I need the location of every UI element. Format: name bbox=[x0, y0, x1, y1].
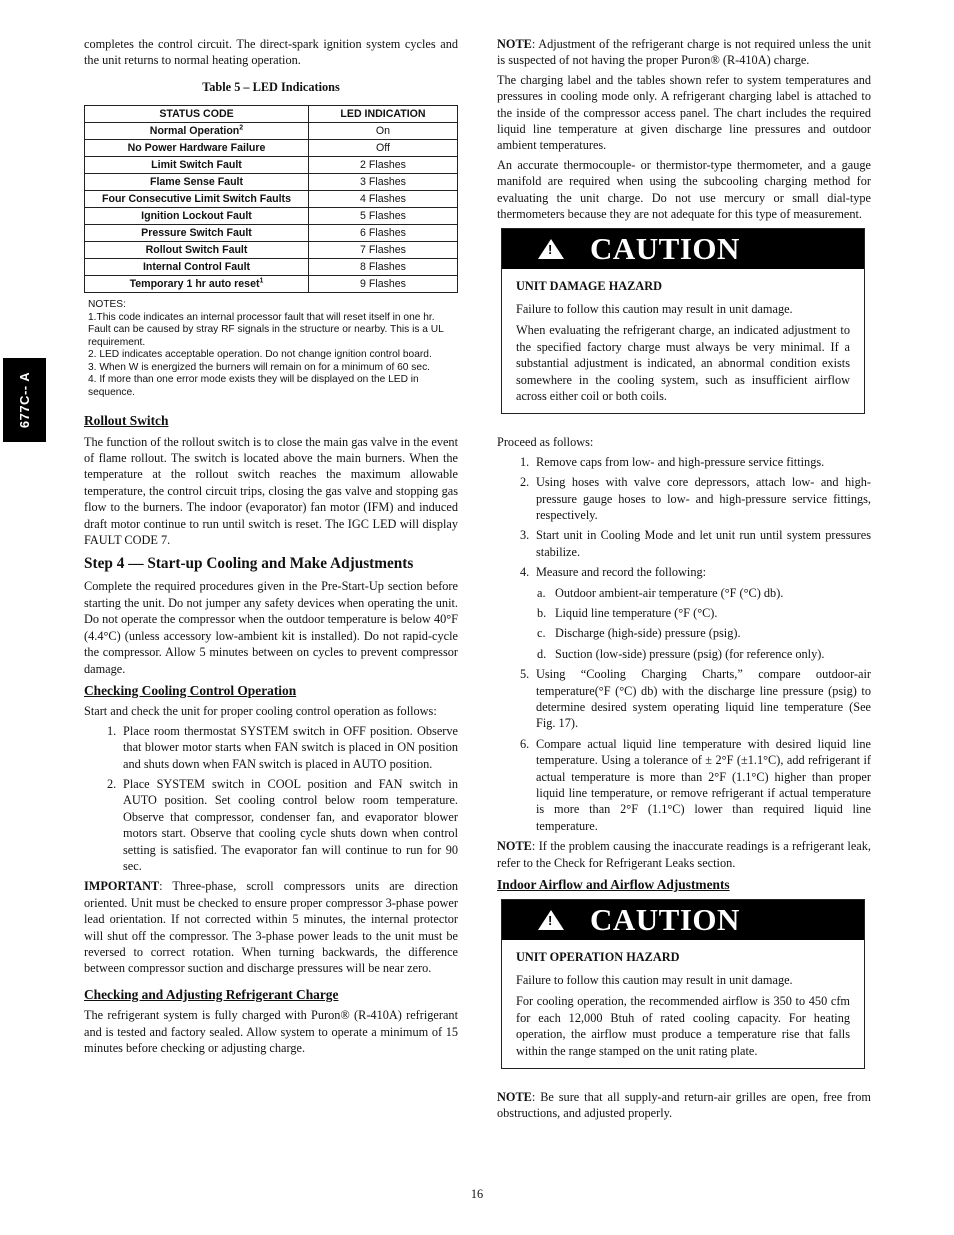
caution-title: CAUTION bbox=[590, 902, 740, 938]
caution-box-operation bbox=[501, 899, 865, 1068]
status-code-cell: Pressure Switch Fault bbox=[85, 225, 309, 242]
led-indication-cell: 9 Flashes bbox=[309, 276, 458, 293]
step4-heading: Step 4 — Start-up Cooling and Make Adjustments bbox=[84, 555, 414, 573]
cooling-steps-list bbox=[84, 723, 458, 875]
list-item bbox=[84, 776, 458, 874]
list-item bbox=[497, 605, 871, 621]
list-item-number: 1. bbox=[107, 723, 117, 738]
side-tab bbox=[3, 358, 46, 442]
note1-paragraph bbox=[497, 36, 871, 69]
checking-cooling-intro: Start and check the unit for proper cooling control operation as follows: bbox=[84, 704, 437, 719]
list-item-number: 3. bbox=[520, 528, 530, 543]
table-row bbox=[85, 242, 458, 259]
warning-triangle-icon: ! bbox=[538, 239, 564, 259]
status-code-cell: No Power Hardware Failure bbox=[85, 140, 309, 157]
list-item-text: Place SYSTEM switch in COOL position and FAN switch in AUTO position. Set cooling control below room temperature. Observe that compressor, condenser fan, and evaporator blower motors start. Observe that cooling cycle shuts down when control setting is satisfied. The evaporator fan will continue to run for 90 sec. bbox=[123, 776, 458, 873]
list-item-number: d. bbox=[537, 646, 547, 661]
note1-label: NOTE bbox=[497, 37, 532, 51]
note-line: 4. If more than one error mode exists they will be displayed on the LED in sequence. bbox=[88, 374, 419, 398]
list-item-number: a. bbox=[537, 585, 546, 600]
side-tab-label: 677C-- A bbox=[16, 371, 32, 429]
list-item-number: c. bbox=[537, 626, 546, 641]
list-item bbox=[497, 736, 871, 834]
list-item-text: Suction (low-side) pressure (psig) (for reference only). bbox=[555, 646, 825, 661]
table-row bbox=[85, 208, 458, 225]
status-code-cell: Flame Sense Fault bbox=[85, 174, 309, 191]
status-code-cell: Limit Switch Fault bbox=[85, 157, 309, 174]
led-indication-cell: 3 Flashes bbox=[309, 174, 458, 191]
list-item-text: Discharge (high-side) pressure (psig). bbox=[555, 626, 741, 641]
refrigerant-paragraph: The refrigerant system is fully charged with Puron® (R-410A) refrigerant and is tested and factory sealed. Allow system to operate a minimum of 15 minutes before checking or adjusting charge. bbox=[84, 1008, 458, 1056]
caution-line2: When evaluating the refrigerant charge, an indicated adjustment to the specified factory charge must always be very minimal. If a substantial adjustment is indicated, an abnormal condition exists somewhere in the cooling system, such as insufficient airflow across either coil or both coils. bbox=[516, 323, 850, 403]
table-row bbox=[85, 191, 458, 208]
list-item-text: Compare actual liquid line temperature with desired liquid line temperature. Using a tolerance of ± 2°F (±1.1°C), add refrigerant if actual temperature is more than 2°F (1.1°C) higher than proper liquid line temperature, or remove refrigerant if actual temperature is more than 2°F (1.1°C) lower than required liquid line temperature. bbox=[536, 736, 871, 833]
table-header-row bbox=[85, 106, 458, 123]
proceed-text: Proceed as follows: bbox=[497, 435, 594, 450]
led-indication-cell: 6 Flashes bbox=[309, 225, 458, 242]
warning-triangle-icon: ! bbox=[538, 910, 564, 930]
caution-title: CAUTION bbox=[590, 231, 740, 267]
note2-label: NOTE bbox=[497, 839, 532, 854]
table-row bbox=[85, 123, 458, 140]
caution-body bbox=[502, 940, 864, 1067]
status-code-cell: Ignition Lockout Fault bbox=[85, 208, 309, 225]
list-item-number: 2. bbox=[107, 776, 117, 791]
list-item bbox=[497, 625, 871, 641]
intro-paragraph: completes the control circuit. The direct-spark ignition system cycles and the unit returns to normal heating operation. bbox=[84, 37, 458, 68]
table-row bbox=[85, 259, 458, 276]
step4-paragraph: Complete the required procedures given in the Pre-Start-Up section before starting the unit. Do not jumper any safety devices when operating the unit. Do not operate the compressor when the outdoor temperature is below 40°F (4.4°C) (unless accessory low-ambient kit is installed). Do not rapid-cycle the compressor. Allow 5 minutes between on cycles to prevent compressor damage. bbox=[84, 579, 458, 676]
table-row bbox=[85, 225, 458, 242]
list-item-number: 1. bbox=[520, 454, 530, 469]
footnote-marker: 2 bbox=[239, 124, 244, 132]
status-code-cell: Internal Control Fault bbox=[85, 259, 309, 276]
thermometer-paragraph: An accurate thermocouple- or thermistor-type thermometer, and a gauge manifold are required when using the subcooling charging method for evaluating the unit charge. Do not use mercury or small dial-type thermometers because they are not adequate for this type of measurement. bbox=[497, 157, 871, 222]
note2-text: : If the problem causing the inaccurate readings is a refrigerant leak, refer to the Check for Refrigerant Leaks section. bbox=[497, 839, 871, 870]
caution-line2: For cooling operation, the recommended airflow is 350 to 450 cfm for each 12,000 Btuh of rated cooling capacity. For heating operation, the airflow must produce a temperature rise that falls within the range stamped on the unit rating plate. bbox=[516, 994, 850, 1058]
note-line: NOTES: bbox=[88, 299, 126, 311]
status-code-cell: Four Consecutive Limit Switch Faults bbox=[85, 191, 309, 208]
list-item-number: 2. bbox=[520, 475, 530, 490]
caution-line1: Failure to follow this caution may result in unit damage. bbox=[516, 301, 793, 316]
caution-box-damage bbox=[501, 228, 865, 414]
table-row bbox=[85, 174, 458, 191]
list-item bbox=[497, 564, 871, 580]
note1-text: : Adjustment of the refrigerant charge is not required unless the unit is suspected of not having the proper Puron® (R-410A) charge. bbox=[497, 37, 871, 68]
led-indication-cell: 5 Flashes bbox=[309, 208, 458, 225]
table-notes bbox=[88, 299, 458, 399]
list-item-text: Start unit in Cooling Mode and let unit run until system pressures stabilize. bbox=[536, 528, 871, 559]
right-column bbox=[497, 36, 871, 1125]
checking-cooling-heading: Checking Cooling Control Operation bbox=[84, 682, 297, 698]
caution-banner bbox=[502, 229, 864, 269]
list-item bbox=[497, 666, 871, 732]
charging-paragraph: The charging label and the tables shown refer to system temperatures and pressures in cooling mode only. A refrigerant charging label is attached to the inside of the compressor access panel. The chart includes the required liquid line temperature at given discharge line pressures and outdoor ambient temperatures. bbox=[497, 72, 871, 153]
note-line: 3. When W is energized the burners will remain on for a minimum of 60 sec. bbox=[88, 361, 430, 373]
header-status-code: STATUS CODE bbox=[85, 106, 309, 123]
list-item bbox=[84, 723, 458, 772]
procedure-steps-list-2 bbox=[497, 666, 871, 834]
footnote-marker: 1 bbox=[259, 277, 264, 285]
list-item-number: 5. bbox=[520, 667, 530, 682]
refrigerant-heading: Checking and Adjusting Refrigerant Charge bbox=[84, 986, 339, 1002]
rollout-paragraph: The function of the rollout switch is to close the main gas valve in the event of flame rollout. The switch is located above the main burners. When the temperature at the rollout switch reaches the maximum allowable temperature, the control circuit trips, closing the gas valve and stopping gas flow to the burners. The indoor (evaporator) fan motor (IFM) and induced draft motor continue to run until switch is reset. The IGC LED will display FAULT CODE 7. bbox=[84, 434, 458, 548]
led-indication-cell: 7 Flashes bbox=[309, 242, 458, 259]
left-column bbox=[84, 36, 458, 1059]
caution-hazard: UNIT OPERATION HAZARD bbox=[516, 950, 680, 965]
table-title: Table 5 – LED Indications bbox=[202, 79, 340, 94]
list-item bbox=[497, 474, 871, 523]
led-table bbox=[84, 105, 458, 293]
led-indication-cell: On bbox=[309, 123, 458, 140]
table-row bbox=[85, 157, 458, 174]
list-item bbox=[497, 454, 871, 470]
caution-banner bbox=[502, 900, 864, 940]
note-line: 1.This code indicates an internal processor fault that will reset itself in one hr. Fault can be caused by stray RF signals in the structure or nearby. This is a UL requirement. bbox=[88, 311, 444, 348]
header-led-indication: LED INDICATION bbox=[309, 106, 458, 123]
list-item-text: Liquid line temperature (°F (°C). bbox=[555, 605, 718, 620]
status-code-cell: Rollout Switch Fault bbox=[85, 242, 309, 259]
table-row bbox=[85, 140, 458, 157]
note3-text: : Be sure that all supply-and return-air grilles are open, free from obstructions, and adjusted properly. bbox=[497, 1089, 871, 1121]
list-item bbox=[497, 527, 871, 560]
led-indication-cell: 2 Flashes bbox=[309, 157, 458, 174]
led-indication-cell: 8 Flashes bbox=[309, 259, 458, 276]
page-number: 16 bbox=[470, 1187, 484, 1201]
caution-hazard: UNIT DAMAGE HAZARD bbox=[516, 279, 662, 294]
note3-label: NOTE bbox=[497, 1089, 532, 1104]
list-item-number: 4. bbox=[520, 565, 530, 580]
status-code-cell: Normal Operation$^2$ bbox=[85, 123, 309, 140]
caution-line1: Failure to follow this caution may result in unit damage. bbox=[516, 972, 793, 987]
table-row bbox=[85, 276, 458, 293]
procedure-steps-list bbox=[497, 454, 871, 581]
list-item-text: Measure and record the following: bbox=[536, 565, 707, 580]
important-paragraph bbox=[84, 878, 458, 976]
list-item-text: Place room thermostat SYSTEM switch in OFF position. Observe that blower motor starts when FAN switch is placed in ON position and shuts down when FAN switch is placed in AUTO position. bbox=[123, 723, 458, 771]
important-text: : Three-phase, scroll compressors units are direction oriented. Unit must be checked to ensure proper compressor 3-phase power lead orientation. If not corrected within 5 minutes, the internal protector will shut off the compressor. The 3-phase power leads to the unit must be reversed to correct rotation. When turning backwards, the difference between compressor suction and discharge pressures will be near zero. bbox=[84, 879, 458, 976]
list-item-text: Remove caps from low- and high-pressure service fittings. bbox=[536, 454, 825, 469]
airflow-heading: Indoor Airflow and Airflow Adjustments bbox=[497, 877, 730, 893]
list-item-number: 6. bbox=[520, 736, 530, 751]
measure-substeps-list bbox=[497, 585, 871, 663]
status-code-cell: Temporary 1 hr auto reset$^1$ bbox=[85, 276, 309, 293]
led-indication-cell: 4 Flashes bbox=[309, 191, 458, 208]
rollout-heading: Rollout Switch bbox=[84, 413, 169, 429]
list-item-text: Using hoses with valve core depressors, attach low- and high-pressure gauge hoses to low- and high-pressure service fittings, respectively. bbox=[536, 475, 871, 522]
note3-paragraph bbox=[497, 1089, 871, 1122]
led-indication-cell: Off bbox=[309, 140, 458, 157]
list-item bbox=[497, 646, 871, 662]
list-item bbox=[497, 585, 871, 601]
list-item-text: Using “Cooling Charging Charts,” compare outdoor-air temperature(°F (°C) db) with the discharge line pressure (psig) to determine desired system operating liquid line temperature (See Fig. 17). bbox=[536, 667, 871, 731]
note2-paragraph bbox=[497, 838, 871, 871]
note-line: 2. LED indicates acceptable operation. Do not change ignition control board. bbox=[88, 349, 432, 361]
caution-body bbox=[502, 269, 864, 413]
led-table-body bbox=[85, 123, 458, 293]
list-item-text: Outdoor ambient-air temperature (°F (°C) db). bbox=[555, 585, 784, 600]
important-label: IMPORTANT bbox=[84, 879, 160, 894]
list-item-number: b. bbox=[537, 605, 547, 620]
